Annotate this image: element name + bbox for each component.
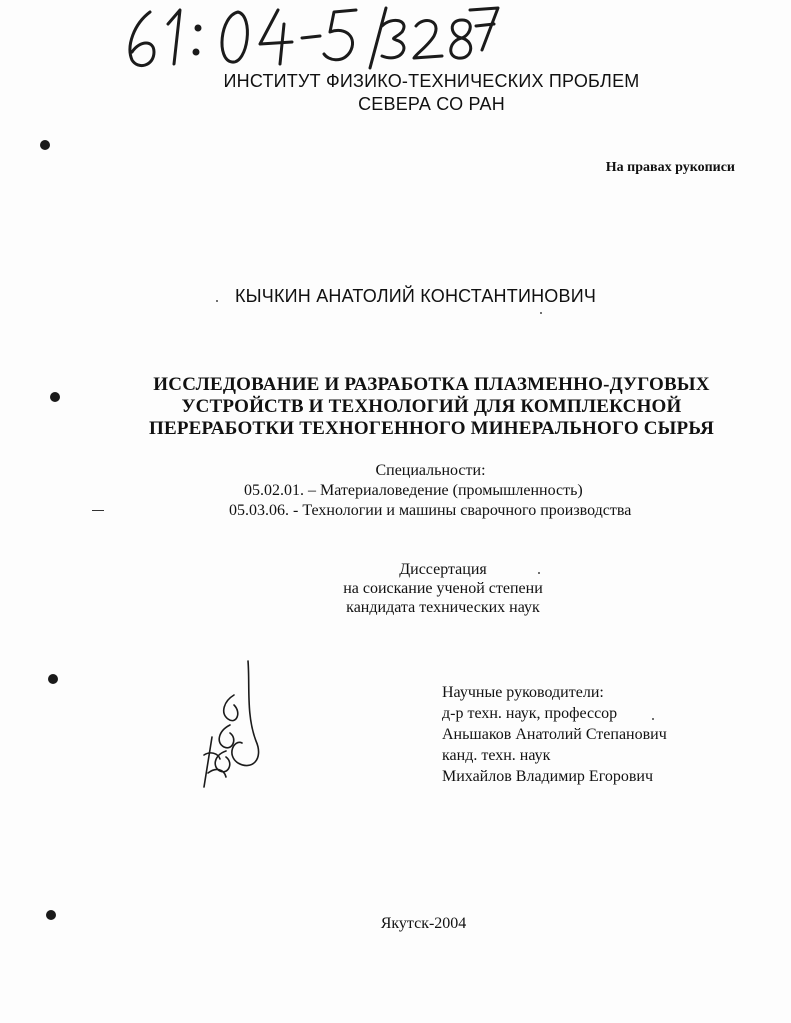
specialties-label-row xyxy=(0,462,791,480)
degree-line-1: Диссертация xyxy=(399,561,487,578)
punch-hole-mark xyxy=(40,140,50,150)
degree-line-3: кандидата технических наук xyxy=(346,599,540,616)
institute-name-line2: СЕВЕРА СО РАН xyxy=(358,94,505,114)
title-line-3: ПЕРЕРАБОТКИ ТЕХНОГЕННОГО МИНЕРАЛЬНОГО СЫРЬЯ xyxy=(148,418,715,439)
title-line-2: УСТРОЙСТВ И ТЕХНОЛОГИЙ ДЛЯ КОМПЛЕКСНОЙ xyxy=(181,396,682,417)
title-line-1: ИССЛЕДОВАНИЕ И РАЗРАБОТКА ПЛАЗМЕННО-ДУГОВЫХ xyxy=(153,374,710,395)
specialty-item-1: 05.02.01. – Материаловедение (промышленность) xyxy=(244,482,583,499)
scan-speck xyxy=(540,312,542,314)
scan-dash-mark xyxy=(92,510,104,511)
author-block xyxy=(0,286,791,307)
scan-speck xyxy=(652,718,654,720)
advisor-2-name: Михайлов Владимир Егорович xyxy=(442,768,654,785)
specialty-item-2: 05.03.06. - Технологии и машины сварочного производства xyxy=(229,502,632,519)
institute-name-line1: ИНСТИТУТ ФИЗИКО-ТЕХНИЧЕСКИХ ПРОБЛЕМ xyxy=(223,71,640,91)
city-year-row xyxy=(0,915,791,933)
institute-header xyxy=(0,70,791,116)
advisor-2-degree: канд. техн. наук xyxy=(442,747,551,764)
city-year: Якутск-2004 xyxy=(380,915,467,932)
punch-hole-mark xyxy=(46,910,56,920)
dissertation-title xyxy=(0,374,791,440)
scan-speck xyxy=(538,572,540,574)
manuscript-rights-note: На правах рукописи xyxy=(605,160,735,175)
handwritten-signature xyxy=(190,655,280,795)
advisor-1-degree: д-р техн. наук, профессор xyxy=(442,705,618,722)
degree-block xyxy=(0,560,791,617)
author-name: КЫЧКИН АНАТОЛИЙ КОНСТАНТИНОВИЧ xyxy=(234,286,597,306)
degree-line-2: на соискание ученой степени xyxy=(343,580,543,597)
advisors-block xyxy=(442,682,667,787)
punch-hole-mark xyxy=(50,392,60,402)
punch-hole-mark xyxy=(48,674,58,684)
scan-speck xyxy=(216,300,218,302)
advisors-heading: Научные руководители: xyxy=(442,684,604,701)
advisor-1-name: Аньшаков Анатолий Степанович xyxy=(442,726,667,743)
specialties-label: Специальности: xyxy=(375,462,486,479)
